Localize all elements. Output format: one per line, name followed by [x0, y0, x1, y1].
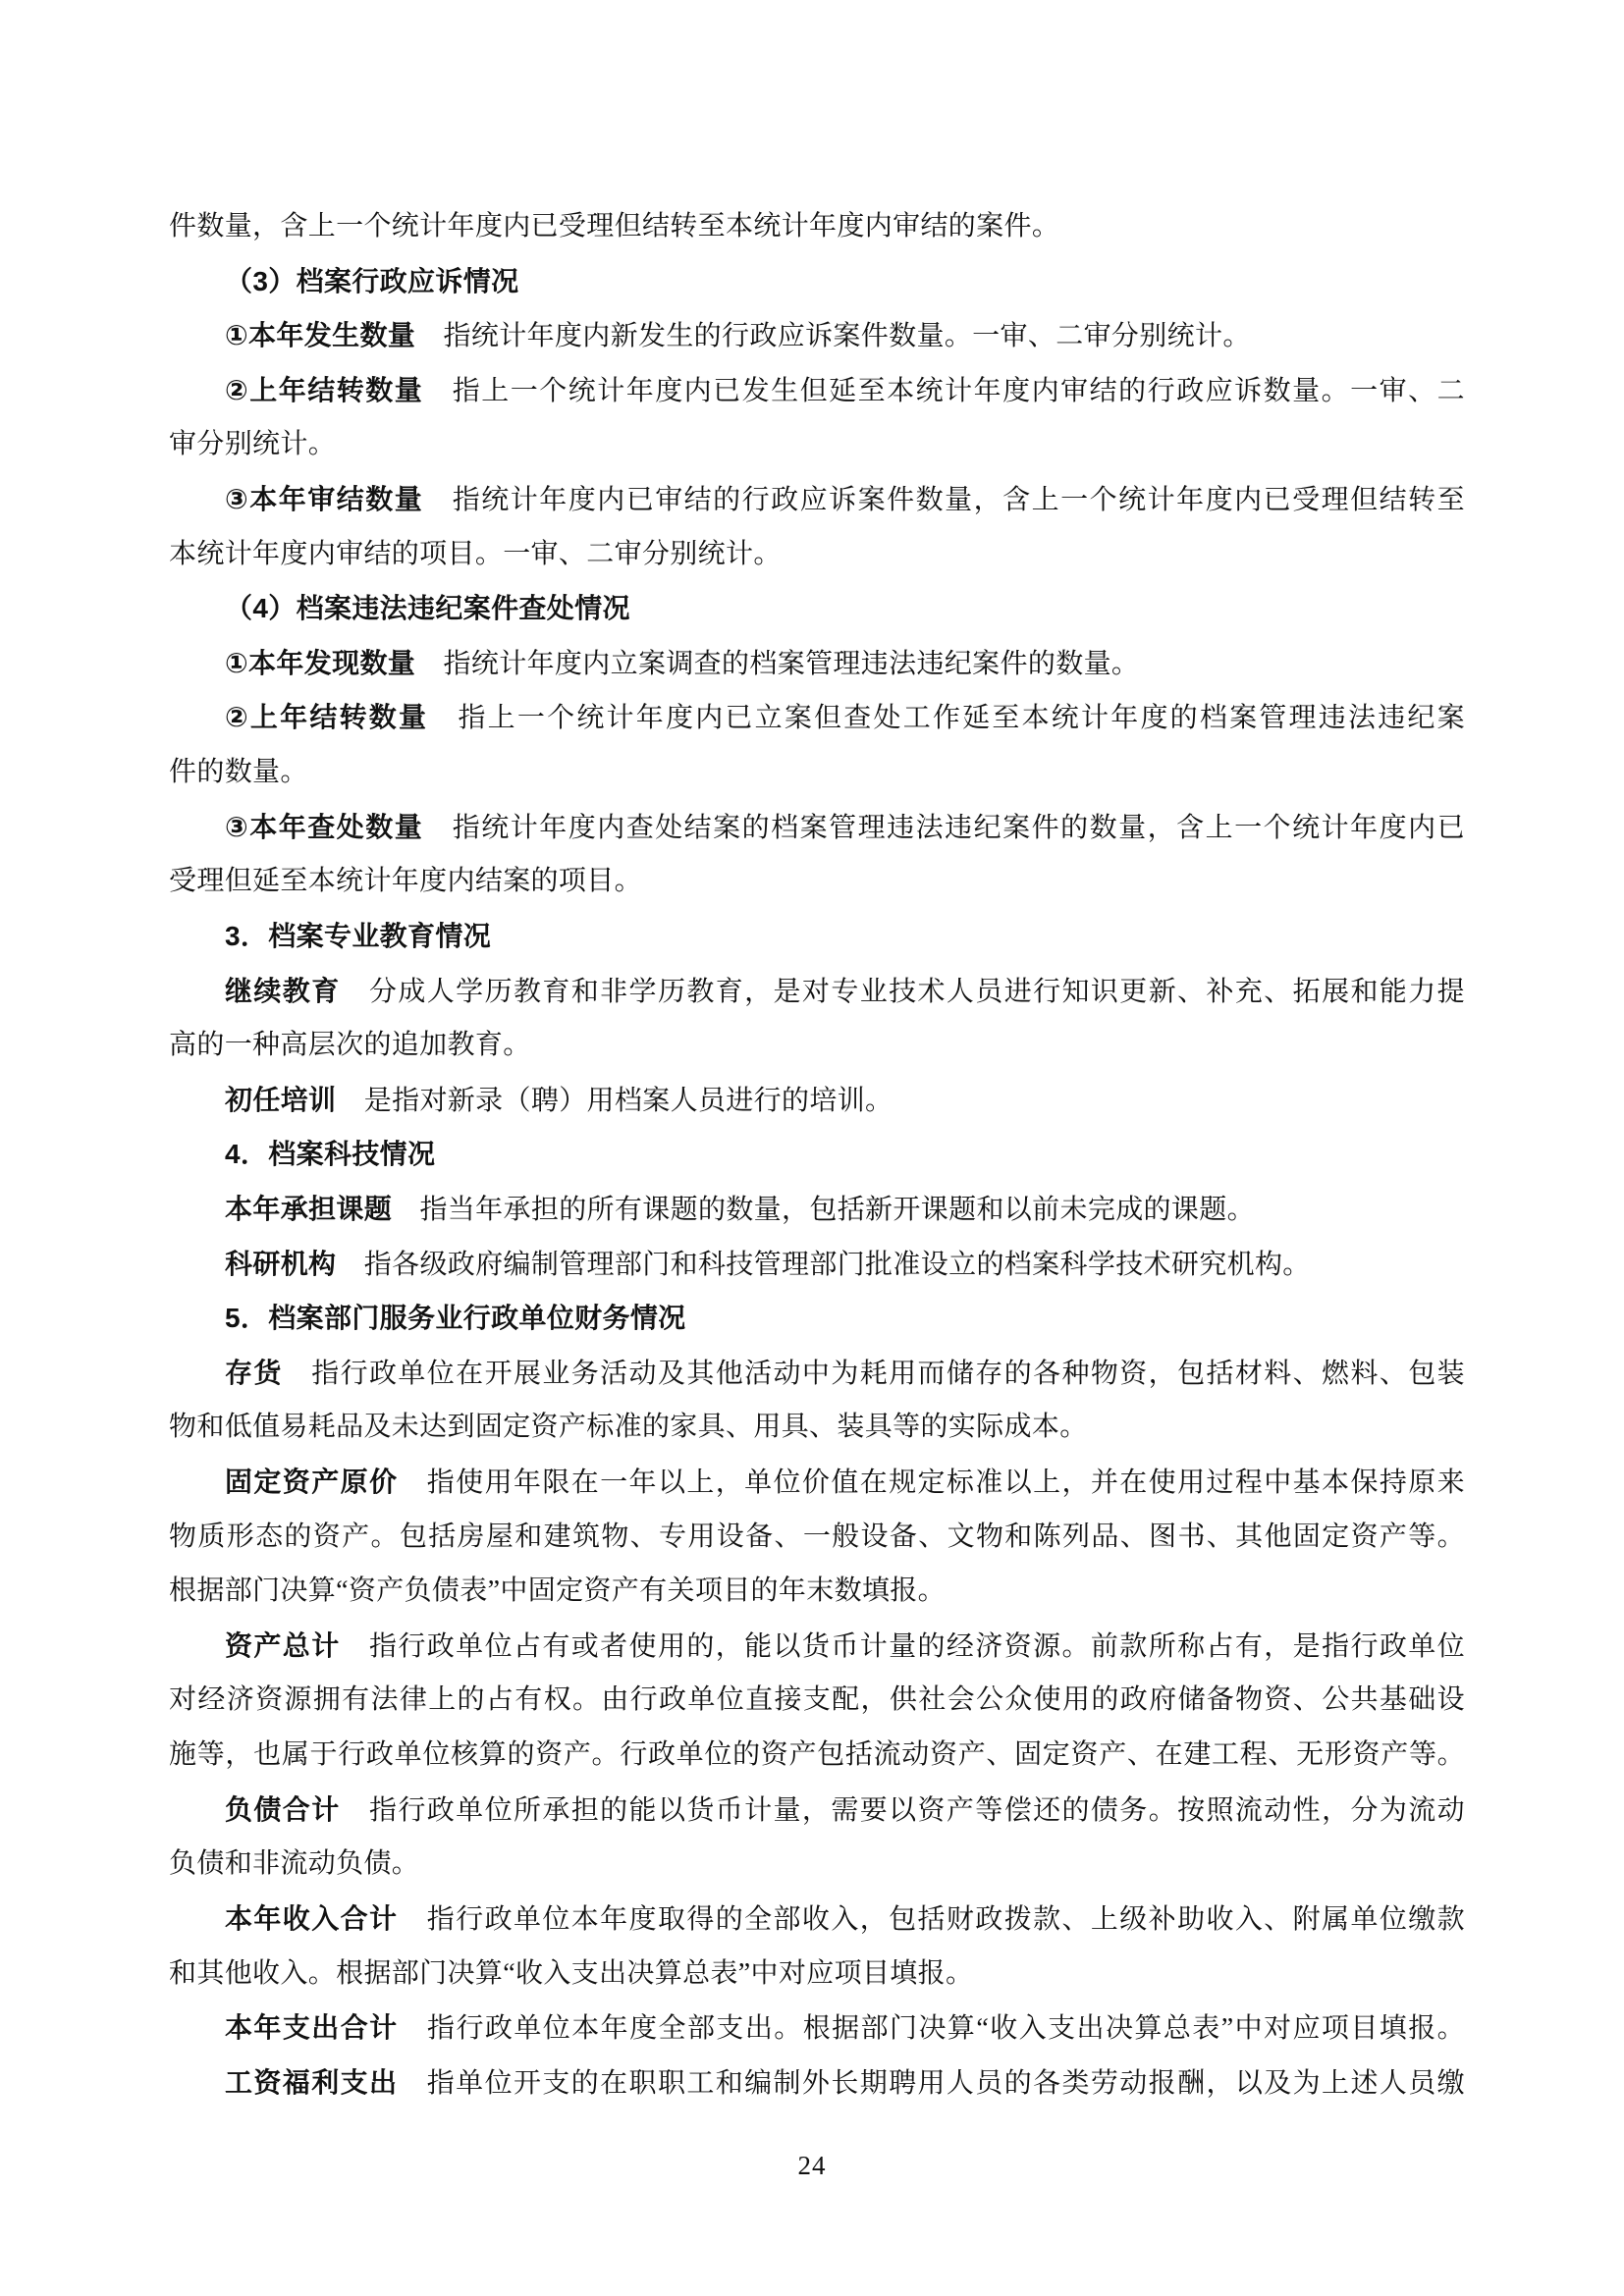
text-line: [169, 1073, 1465, 1128]
body-text: 指统计年度内已审结的行政应诉案件数量，含上一个统计年度内已受理但结转至: [423, 485, 1465, 516]
term-label: （3）档案行政应诉情况: [225, 265, 519, 296]
text-line: [169, 690, 1465, 745]
body-text: 受理但延至本统计年度内结案的项目。: [169, 866, 642, 897]
term-label: 初任培训: [225, 1084, 337, 1115]
text-line: [169, 1291, 1465, 1346]
text-line: [169, 1510, 1465, 1565]
term-label: ②上年结转数量: [225, 702, 429, 733]
text-line: [169, 1400, 1465, 1455]
text-line: [169, 1182, 1465, 1237]
text-line: [169, 1346, 1465, 1401]
body-text: 本统计年度内审结的项目。一审、二审分别统计。: [169, 538, 782, 569]
page-number: 24: [797, 2151, 827, 2180]
text-line: [169, 199, 1465, 254]
body-text: 件的数量。: [169, 757, 308, 788]
term-label: ③本年查处数量: [225, 811, 424, 842]
term-label: ①本年发生数量: [225, 320, 416, 351]
body-text: 指各级政府编制管理部门和科技管理部门批准设立的档案科学技术研究机构。: [336, 1249, 1311, 1280]
text-line: [169, 308, 1465, 363]
text-line: [169, 1947, 1465, 2002]
term-label: 资产总计: [225, 1629, 341, 1661]
text-line: [169, 2056, 1465, 2110]
text-line: [169, 1837, 1465, 1892]
text-line: [169, 417, 1465, 472]
body-text: 物质形态的资产。包括房屋和建筑物、专用设备、一般设备、文物和陈列品、图书、其他固定资产等。: [169, 1521, 1465, 1552]
text-line: [169, 581, 1465, 636]
text-line: [169, 1127, 1465, 1182]
body-text: 是指对新录（聘）用档案人员进行的培训。: [336, 1085, 893, 1116]
text-line: [169, 1728, 1465, 1783]
term-label: 工资福利支出: [225, 2066, 399, 2098]
text-line: [169, 1783, 1465, 1838]
text-line: [169, 1018, 1465, 1073]
text-line: [169, 363, 1465, 418]
text-line: [169, 527, 1465, 582]
text-line: [169, 1673, 1465, 1728]
text-line: [169, 1237, 1465, 1292]
text-line: [169, 1892, 1465, 1947]
text-line: [169, 964, 1465, 1019]
text-line: [169, 472, 1465, 527]
body-text: 指上一个统计年度内已立案但查处工作延至本统计年度的档案管理违法违纪案: [428, 703, 1465, 734]
body-text: 指统计年度内新发生的行政应诉案件数量。一审、二审分别统计。: [415, 321, 1251, 352]
body-text: 指行政单位所承担的能以货币计量，需要以资产等偿还的债务。按照流动性，分为流动: [340, 1794, 1466, 1826]
term-label: ②上年结转数量: [225, 374, 424, 405]
body-text: 对经济资源拥有法律上的占有权。由行政单位直接支配，供社会公众使用的政府储备物资、公共基础设: [169, 1684, 1465, 1716]
term-label: 负债合计: [225, 1793, 341, 1825]
body-text: 指上一个统计年度内已发生但延至本统计年度内审结的行政应诉数量。一审、二: [423, 375, 1465, 406]
body-text: 高的一种高层次的追加教育。: [169, 1030, 531, 1061]
term-label: 本年收入合计: [225, 1902, 399, 1934]
term-label: 继续教育: [225, 975, 341, 1006]
text-line: [169, 854, 1465, 909]
term-label: 4．档案科技情况: [225, 1139, 436, 1170]
text-line: [169, 800, 1465, 855]
term-label: （4）档案违法违纪案件查处情况: [225, 593, 630, 624]
term-label: 科研机构: [225, 1248, 337, 1279]
term-label: 3．档案专业教育情况: [225, 920, 492, 951]
body-text: 施等，也属于行政单位核算的资产。行政单位的资产包括流动资产、固定资产、在建工程、无形资产等。: [169, 1739, 1465, 1771]
text-line: [169, 636, 1465, 691]
body-text: 负债和非流动负债。: [169, 1848, 420, 1880]
term-label: 固定资产原价: [225, 1467, 399, 1498]
term-label: 存货: [225, 1357, 283, 1388]
text-line: [169, 1455, 1465, 1510]
term-label: ③本年审结数量: [225, 484, 424, 515]
body-text: 指行政单位本年度全部支出。根据部门决算“收入支出决算总表”中对应项目填报。: [398, 2013, 1465, 2045]
body-text: 指统计年度内查处结案的档案管理违法违纪案件的数量，含上一个统计年度内已: [423, 812, 1465, 843]
body-text: 和其他收入。根据部门决算“收入支出决算总表”中对应项目填报。: [169, 1957, 974, 1989]
body-text: 指行政单位占有或者使用的，能以货币计量的经济资源。前款所称占有，是指行政单位: [340, 1630, 1466, 1662]
body-text: 根据部门决算“资产负债表”中固定资产有关项目的年末数填报。: [169, 1575, 947, 1607]
body-text: 分成人学历教育和非学历教育，是对专业技术人员进行知识更新、补充、拓展和能力提: [340, 976, 1466, 1007]
document-body: [169, 199, 1465, 2109]
body-text: 物和低值易耗品及未达到固定资产标准的家具、用具、装具等的实际成本。: [169, 1412, 1088, 1443]
body-text: 指行政单位本年度取得的全部收入，包括财政拨款、上级补助收入、附属单位缴款: [398, 1903, 1465, 1935]
body-text: 指当年承担的所有课题的数量，包括新开课题和以前未完成的课题。: [392, 1194, 1255, 1225]
text-line: [169, 909, 1465, 964]
term-label: 5．档案部门服务业行政单位财务情况: [225, 1303, 686, 1334]
body-text: 指统计年度内立案调查的档案管理违法违纪案件的数量。: [415, 648, 1140, 679]
text-line: [169, 1619, 1465, 1674]
text-line: [169, 2001, 1465, 2056]
text-line: [169, 254, 1465, 309]
term-label: 本年支出合计: [225, 2012, 399, 2044]
body-text: 审分别统计。: [169, 429, 337, 460]
body-text: 件数量，含上一个统计年度内已受理但结转至本统计年度内审结的案件。: [169, 211, 1060, 241]
text-line: [169, 1564, 1465, 1619]
body-text: 指行政单位在开展业务活动及其他活动中为耗用而储存的各种物资，包括材料、燃料、包装: [282, 1358, 1465, 1389]
term-label: 本年承担课题: [225, 1193, 393, 1224]
term-label: ①本年发现数量: [225, 647, 416, 678]
body-text: 指单位开支的在职职工和编制外长期聘用人员的各类劳动报酬，以及为上述人员缴: [398, 2067, 1465, 2099]
text-line: [169, 745, 1465, 800]
body-text: 指使用年限在一年以上，单位价值在规定标准以上，并在使用过程中基本保持原来: [398, 1468, 1465, 1499]
